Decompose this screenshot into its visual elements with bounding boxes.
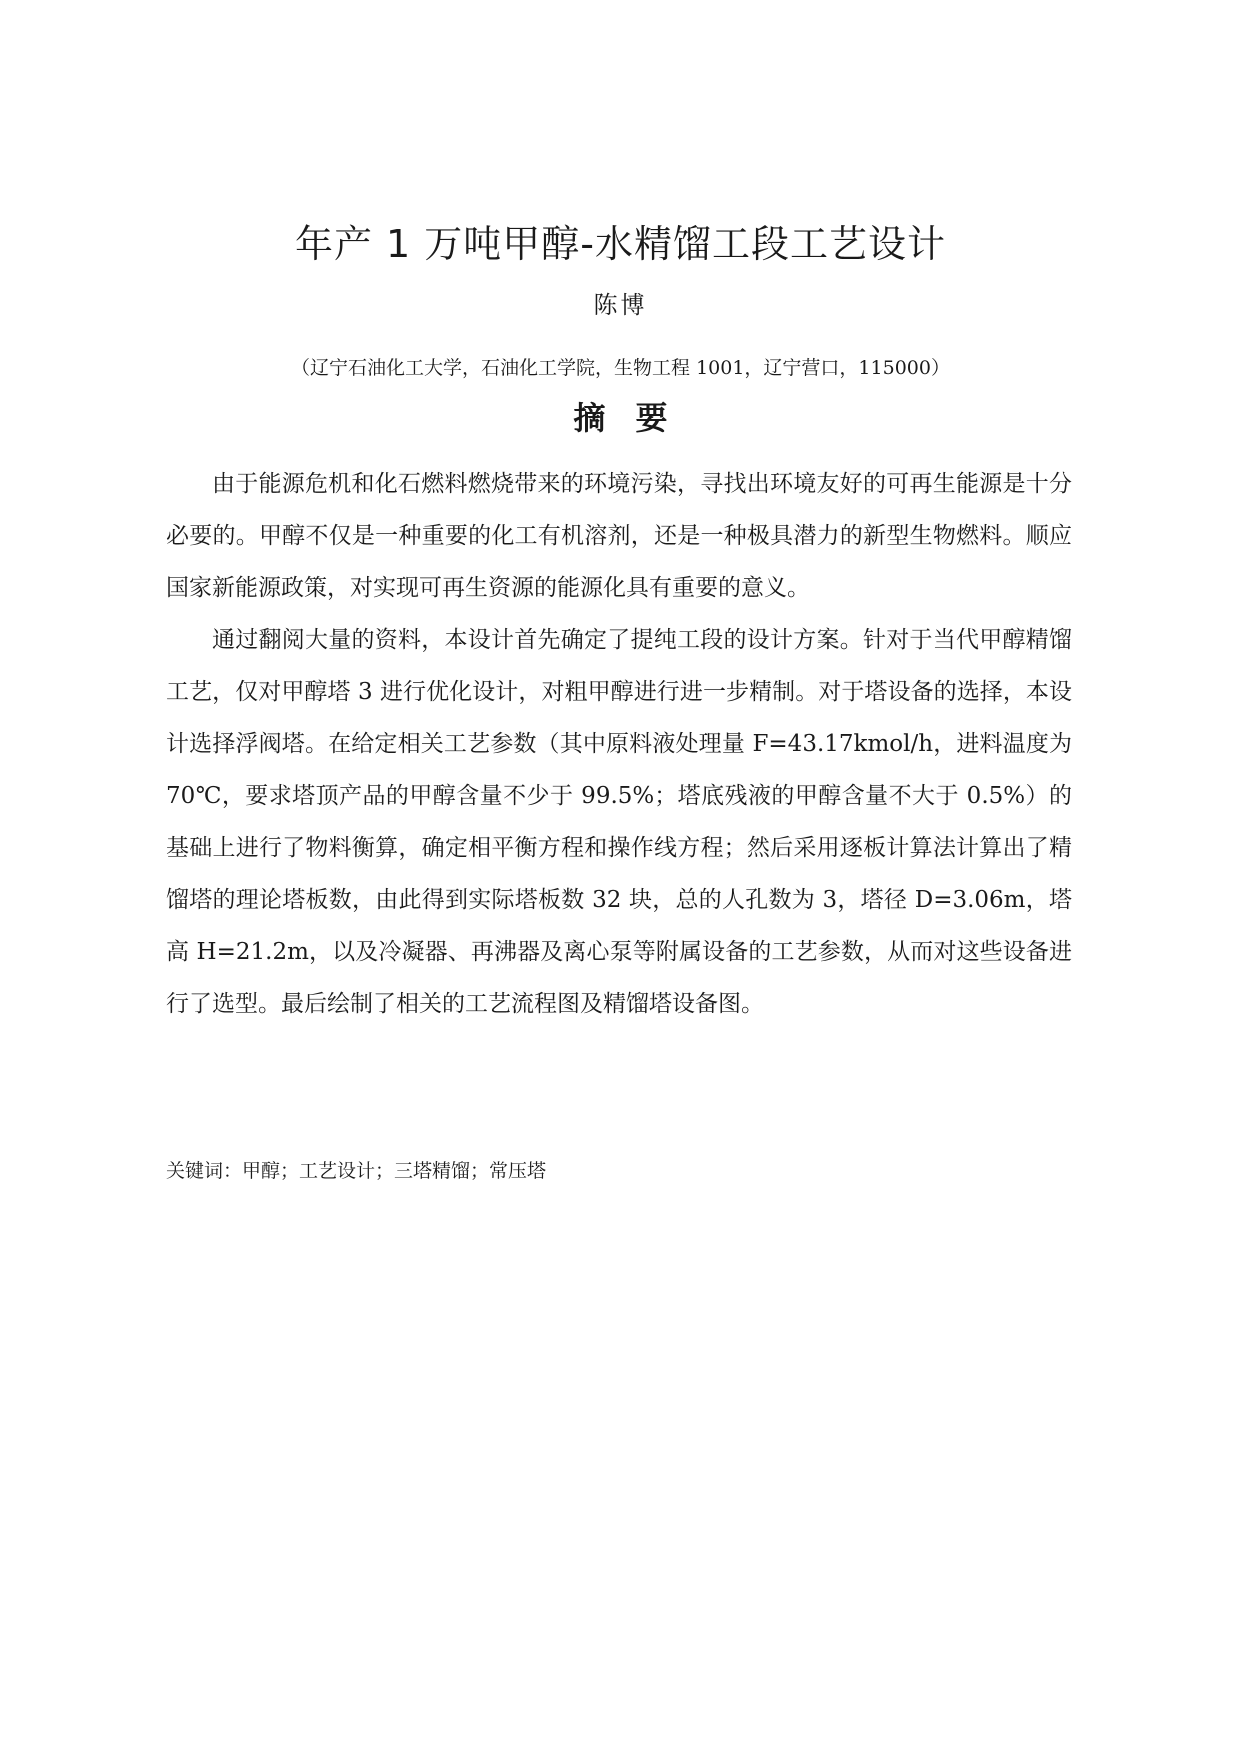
abstract-paragraph-1: 由于能源危机和化石燃料燃烧带来的环境污染，寻找出环境友好的可再生能源是十分必要的。甲醇不仅是一种重要的化工有机溶剂，还是一种极具潜力的新型生物燃料。顺应国家新能源政策，对实现可再生资源的能源化具有重要的意义。 xyxy=(166,471,1072,601)
abstract-paragraph-2: 通过翻阅大量的资料，本设计首先确定了提纯工段的设计方案。针对于当代甲醇精馏工艺，仅对甲醇塔 3 进行优化设计，对粗甲醇进行进一步精制。对于塔设备的选择，本设计选择浮阀塔。在给定相关工艺参数（其中原料液处理量 F=43.17kmol/h，进料温度为 70℃，要求塔顶产品的甲醇含量不少于 99.5%；塔底残液的甲醇含量不大于 0.5%）的基础上进行了物料衡算，确定相平衡方程和操作线方程；然后采用逐板计算法计算出了精馏塔的理论塔板数，由此得到实际塔板数 32 块，总的人孔数为 3，塔径 D=3.06m，塔高 H=21.2m，以及冷凝器、再沸器及离心泵等附属设备的工艺参数，从而对这些设备进行了选型。最后绘制了相关的工艺流程图及精馏塔设备图。 xyxy=(166,627,1072,1017)
author-affiliation: （辽宁石油化工大学，石油化工学院，生物工程 1001，辽宁营口，115000） xyxy=(291,357,950,379)
abstract-heading: 摘要 xyxy=(573,399,698,437)
document-title: 年产 1 万吨甲醇-水精馏工段工艺设计 xyxy=(294,222,947,266)
author-name: 陈博 xyxy=(593,291,648,319)
keywords-line: 关键词：甲醇；工艺设计；三塔精馏；常压塔 xyxy=(166,1160,547,1182)
